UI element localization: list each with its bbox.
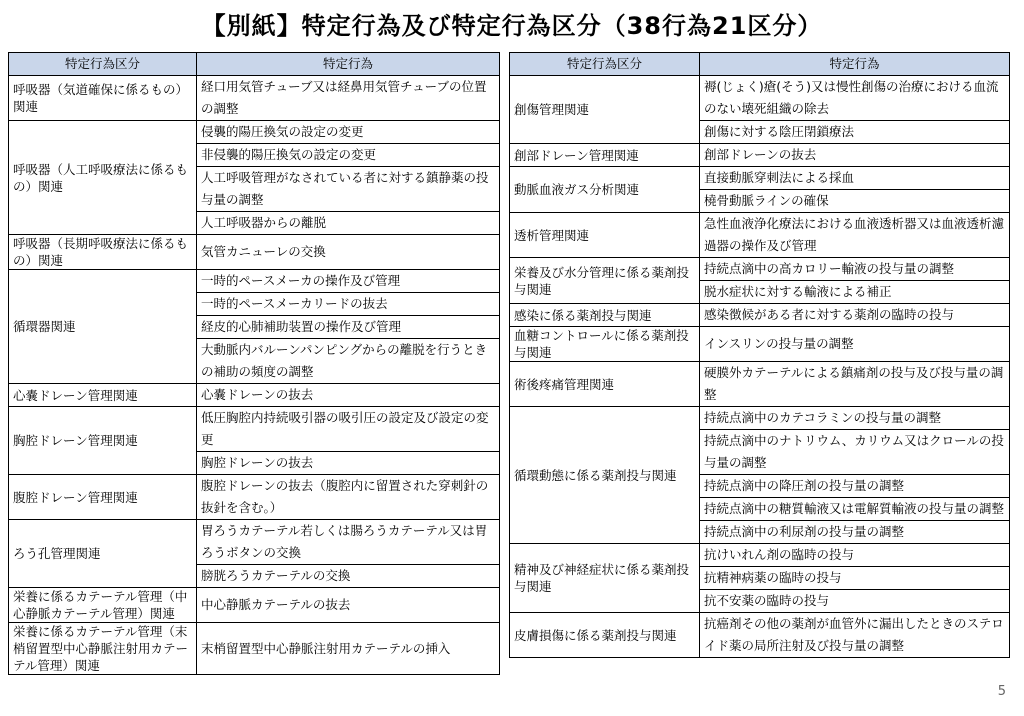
action-cell: 大動脈内バルーンパンピングからの離脱を行うときの補助の頻度の調整 bbox=[197, 339, 500, 384]
action-cell: 持続点滴中のカテコラミンの投与量の調整 bbox=[700, 407, 1010, 430]
category-cell: ろう孔管理関連 bbox=[9, 520, 197, 588]
action-cell: 持続点滴中のナトリウム、カリウム又はクロールの投与量の調整 bbox=[700, 430, 1010, 475]
action-cell: 人工呼吸管理がなされている者に対する鎮静薬の投与量の調整 bbox=[197, 167, 500, 212]
action-cell: 持続点滴中の利尿剤の投与量の調整 bbox=[700, 521, 1010, 544]
category-cell: 精神及び神経症状に係る薬剤投与関連 bbox=[510, 544, 700, 613]
action-cell: 持続点滴中の糖質輸液又は電解質輸液の投与量の調整 bbox=[700, 498, 1010, 521]
category-header: 特定行為区分 bbox=[9, 53, 197, 76]
table-row bbox=[9, 121, 500, 144]
category-cell: 術後疼痛管理関連 bbox=[510, 362, 700, 407]
category-cell: 感染に係る薬剤投与関連 bbox=[510, 304, 700, 327]
category-cell: 循環器関連 bbox=[9, 270, 197, 384]
category-cell: 循環動態に係る薬剤投与関連 bbox=[510, 407, 700, 544]
left-table bbox=[8, 52, 500, 675]
action-cell: 一時的ペースメーカリードの抜去 bbox=[197, 293, 500, 316]
action-header: 特定行為 bbox=[197, 53, 500, 76]
table-row bbox=[510, 544, 1010, 567]
table-row bbox=[9, 384, 500, 407]
action-cell: 心嚢ドレーンの抜去 bbox=[197, 384, 500, 407]
table-row bbox=[9, 407, 500, 452]
table-row bbox=[510, 76, 1010, 121]
table-row bbox=[510, 327, 1010, 362]
category-cell: 創部ドレーン管理関連 bbox=[510, 144, 700, 167]
category-cell: 胸腔ドレーン管理関連 bbox=[9, 407, 197, 475]
action-cell: 一時的ペースメーカの操作及び管理 bbox=[197, 270, 500, 293]
action-cell: 腹腔ドレーンの抜去（腹腔内に留置された穿刺針の抜針を含む。） bbox=[197, 475, 500, 520]
table-row bbox=[9, 520, 500, 565]
table-row bbox=[510, 613, 1010, 658]
table-row bbox=[510, 407, 1010, 430]
action-cell: 中心静脈カテーテルの抜去 bbox=[197, 588, 500, 623]
action-cell: 抗癌剤その他の薬剤が血管外に漏出したときのステロイド薬の局所注射及び投与量の調整 bbox=[700, 613, 1010, 658]
category-cell: 呼吸器（長期呼吸療法に係るもの）関連 bbox=[9, 235, 197, 270]
action-cell: 気管カニューレの交換 bbox=[197, 235, 500, 270]
action-cell: 感染徴候がある者に対する薬剤の臨時の投与 bbox=[700, 304, 1010, 327]
table-row bbox=[510, 213, 1010, 258]
action-cell: 脱水症状に対する輸液による補正 bbox=[700, 281, 1010, 304]
action-cell: 橈骨動脈ラインの確保 bbox=[700, 190, 1010, 213]
table-row bbox=[9, 623, 500, 675]
action-cell: 経口用気管チューブ又は経鼻用気管チューブの位置の調整 bbox=[197, 76, 500, 121]
category-cell: 透析管理関連 bbox=[510, 213, 700, 258]
category-cell: 呼吸器（気道確保に係るもの）関連 bbox=[9, 76, 197, 121]
action-cell: 低圧胸腔内持続吸引器の吸引圧の設定及び設定の変更 bbox=[197, 407, 500, 452]
table-row bbox=[9, 588, 500, 623]
category-cell: 血糖コントロールに係る薬剤投与関連 bbox=[510, 327, 700, 362]
table-header-row bbox=[510, 53, 1010, 76]
table-row bbox=[9, 235, 500, 270]
action-cell: 抗精神病薬の臨時の投与 bbox=[700, 567, 1010, 590]
action-cell: 直接動脈穿刺法による採血 bbox=[700, 167, 1010, 190]
category-cell: 栄養に係るカテーテル管理（末梢留置型中心静脈注射用カテーテル管理）関連 bbox=[9, 623, 197, 675]
page-number: 5 bbox=[997, 684, 1006, 699]
action-cell: 胸腔ドレーンの抜去 bbox=[197, 452, 500, 475]
category-cell: 創傷管理関連 bbox=[510, 76, 700, 144]
action-cell: 急性血液浄化療法における血液透析器又は血液透析濾過器の操作及び管理 bbox=[700, 213, 1010, 258]
category-cell: 栄養に係るカテーテル管理（中心静脈カテーテル管理）関連 bbox=[9, 588, 197, 623]
right-table bbox=[509, 52, 1010, 658]
action-cell: 侵襲的陽圧換気の設定の変更 bbox=[197, 121, 500, 144]
category-header: 特定行為区分 bbox=[510, 53, 700, 76]
action-cell: 抗けいれん剤の臨時の投与 bbox=[700, 544, 1010, 567]
category-cell: 心嚢ドレーン管理関連 bbox=[9, 384, 197, 407]
action-cell: インスリンの投与量の調整 bbox=[700, 327, 1010, 362]
table-row bbox=[510, 304, 1010, 327]
table-header-row bbox=[9, 53, 500, 76]
category-cell: 皮膚損傷に係る薬剤投与関連 bbox=[510, 613, 700, 658]
action-cell: 人工呼吸器からの離脱 bbox=[197, 212, 500, 235]
action-cell: 創傷に対する陰圧閉鎖療法 bbox=[700, 121, 1010, 144]
category-cell: 栄養及び水分管理に係る薬剤投与関連 bbox=[510, 258, 700, 304]
action-cell: 持続点滴中の降圧剤の投与量の調整 bbox=[700, 475, 1010, 498]
action-cell: 持続点滴中の高カロリー輸液の投与量の調整 bbox=[700, 258, 1010, 281]
action-cell: 創部ドレーンの抜去 bbox=[700, 144, 1010, 167]
table-row bbox=[9, 475, 500, 520]
action-cell: 褥(じょく)瘡(そう)又は慢性創傷の治療における血流のない壊死組織の除去 bbox=[700, 76, 1010, 121]
table-row bbox=[510, 362, 1010, 407]
action-cell: 抗不安薬の臨時の投与 bbox=[700, 590, 1010, 613]
action-cell: 膀胱ろうカテーテルの交換 bbox=[197, 565, 500, 588]
page-title: 【別紙】特定行為及び特定行為区分（38行為21区分） bbox=[201, 12, 823, 40]
action-cell: 非侵襲的陽圧換気の設定の変更 bbox=[197, 144, 500, 167]
action-cell: 硬膜外カテーテルによる鎮痛剤の投与及び投与量の調整 bbox=[700, 362, 1010, 407]
action-cell: 経皮的心肺補助装置の操作及び管理 bbox=[197, 316, 500, 339]
table-row bbox=[510, 167, 1010, 190]
category-cell: 動脈血液ガス分析関連 bbox=[510, 167, 700, 213]
table-row bbox=[510, 258, 1010, 281]
category-cell: 呼吸器（人工呼吸療法に係るもの）関連 bbox=[9, 121, 197, 235]
action-cell: 胃ろうカテーテル若しくは腸ろうカテーテル又は胃ろうボタンの交換 bbox=[197, 520, 500, 565]
category-cell: 腹腔ドレーン管理関連 bbox=[9, 475, 197, 520]
table-row bbox=[9, 76, 500, 121]
action-cell: 末梢留置型中心静脈注射用カテーテルの挿入 bbox=[197, 623, 500, 675]
table-row bbox=[9, 270, 500, 293]
table-row bbox=[510, 144, 1010, 167]
action-header: 特定行為 bbox=[700, 53, 1010, 76]
